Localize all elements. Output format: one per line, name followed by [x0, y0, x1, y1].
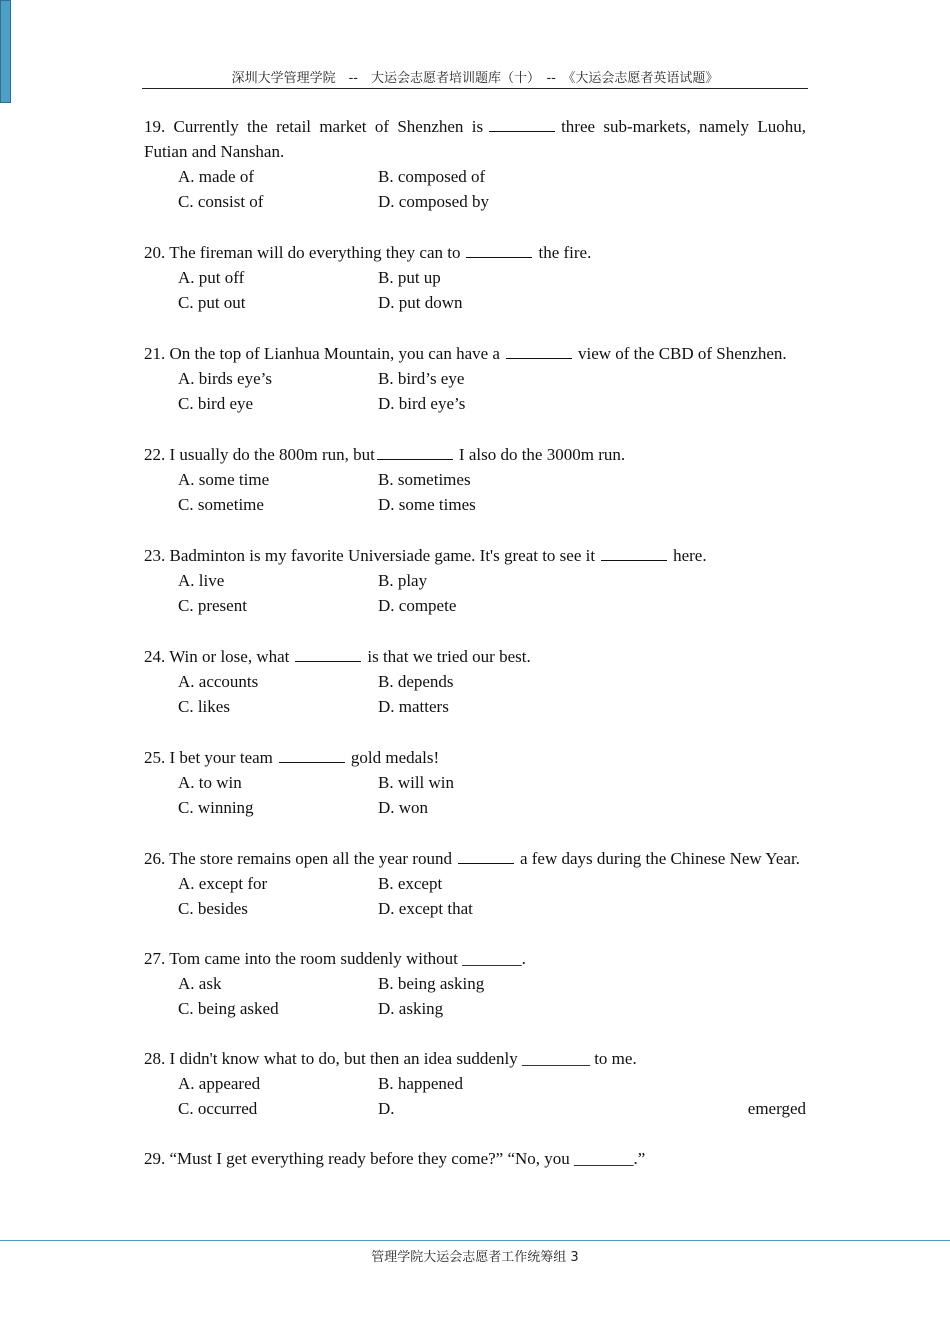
option-b: B. except [378, 874, 443, 893]
option-d: D. bird eye’s [378, 394, 466, 413]
question-stem: 20. The fireman will do everything they can to the fire. [144, 239, 806, 265]
option-d-word: emerged [747, 1099, 806, 1118]
option-d-letter: D. [378, 1099, 395, 1118]
side-tab-marker [0, 0, 11, 103]
answer-blank [466, 239, 532, 258]
option-a: A. except for [178, 874, 268, 893]
option-d: D. compete [378, 596, 457, 615]
question-stem: 25. I bet your team gold medals! [144, 744, 806, 770]
answer-blank [377, 441, 453, 460]
option-c: C. bird eye [178, 394, 254, 413]
option-a: A. made of [178, 167, 255, 186]
option-d: D. composed by [378, 192, 489, 211]
option-b: B. composed of [378, 167, 486, 186]
question-list [144, 113, 806, 1196]
option-b: B. depends [378, 672, 454, 691]
option-a: A. live [178, 571, 225, 590]
question-24 [144, 643, 806, 719]
option-c: C. sometime [178, 495, 264, 514]
option-a: A. some time [178, 470, 270, 489]
option-b: B. will win [378, 773, 455, 792]
question-21 [144, 340, 806, 416]
question-stem: 23. Badminton is my favorite Universiade game. It's great to see it here. [144, 542, 806, 568]
question-26 [144, 845, 806, 921]
question-stem: 22. I usually do the 800m run, but I also do the 3000m run. [144, 441, 806, 467]
question-27 [144, 946, 806, 1021]
question-stem: 28. I didn't know what to do, but then an idea suddenly ________ to me. [144, 1049, 637, 1068]
option-b: B. sometimes [378, 470, 471, 489]
option-c: C. besides [178, 899, 248, 918]
answer-blank [295, 643, 361, 662]
page-header: 深圳大学管理学院 -- 大运会志愿者培训题库（十） -- 《大运会志愿者英语试题》 [142, 70, 808, 89]
option-d: D. asking [378, 999, 444, 1018]
option-b: B. play [378, 571, 428, 590]
question-22 [144, 441, 806, 517]
question-stem: 27. Tom came into the room suddenly without _______. [144, 949, 526, 968]
option-c: C. put out [178, 293, 246, 312]
option-c: C. winning [178, 798, 254, 817]
option-a: A. appeared [178, 1074, 261, 1093]
option-c: C. being asked [178, 999, 279, 1018]
question-stem: 29. “Must I get everything ready before they come?” “No, you _______.” [144, 1149, 646, 1168]
question-stem: 26. The store remains open all the year round a few days during the Chinese New Year. [144, 845, 806, 871]
option-b: B. bird’s eye [378, 369, 465, 388]
answer-blank [458, 845, 514, 864]
option-d: D. except that [378, 899, 473, 918]
option-a: A. ask [178, 974, 222, 993]
question-20 [144, 239, 806, 315]
question-19 [144, 113, 806, 214]
option-c: C. present [178, 596, 247, 615]
option-d: D. some times [378, 495, 476, 514]
question-stem: 21. On the top of Lianhua Mountain, you can have a view of the CBD of Shenzhen. [144, 340, 806, 366]
question-29 [144, 1146, 806, 1171]
option-a: A. birds eye’s [178, 369, 272, 388]
option-c: C. consist of [178, 192, 264, 211]
question-25 [144, 744, 806, 820]
footer-divider [0, 1240, 950, 1241]
option-a: A. put off [178, 268, 245, 287]
option-c: C. likes [178, 697, 230, 716]
answer-blank [489, 113, 555, 132]
answer-blank [601, 542, 667, 561]
question-28 [144, 1046, 806, 1121]
question-stem: 24. Win or lose, what is that we tried our best. [144, 643, 806, 669]
option-d: D. won [378, 798, 429, 817]
option-d [378, 1096, 806, 1121]
answer-blank [506, 340, 572, 359]
option-b: B. put up [378, 268, 441, 287]
option-b: B. happened [378, 1074, 463, 1093]
question-23 [144, 542, 806, 618]
answer-blank [279, 744, 345, 763]
option-b: B. being asking [378, 974, 485, 993]
page-footer: 管理学院大运会志愿者工作统筹组 3 [371, 1250, 579, 1265]
question-stem: 19. Currently the retail market of Shenzhen is three sub-markets, namely Luohu, Futian and Nanshan. [144, 113, 806, 164]
option-c: C. occurred [178, 1099, 258, 1118]
option-a: A. to win [178, 773, 242, 792]
option-a: A. accounts [178, 672, 259, 691]
option-d: D. matters [378, 697, 449, 716]
option-d: D. put down [378, 293, 463, 312]
